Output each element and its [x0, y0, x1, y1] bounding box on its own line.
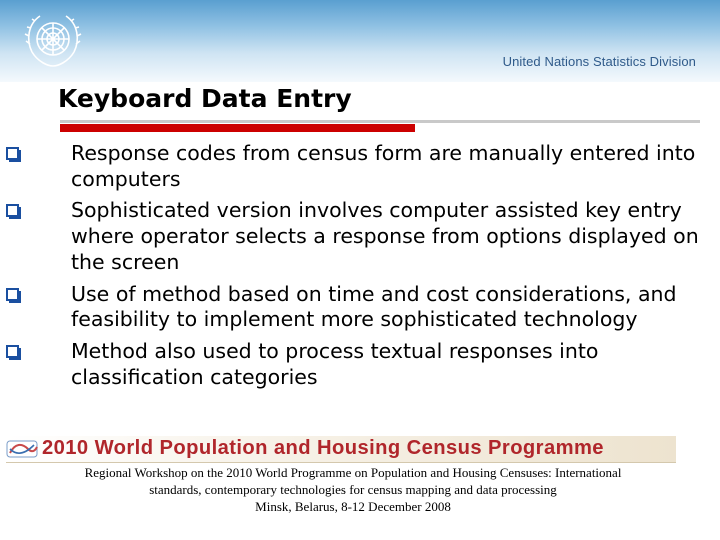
bullet-text: Response codes from census form are manually entered into computers — [71, 141, 696, 191]
banner-title: 2010 World Population and Housing Census Programme — [42, 437, 604, 459]
bullet-text: Use of method based on time and cost considerations, and feasibility to implement more sophisticated technology — [71, 281, 677, 332]
hollow-square-bullet-icon — [6, 345, 19, 358]
bullet-item — [0, 198, 720, 275]
bullet-item — [0, 282, 720, 333]
title-accent-bar — [60, 124, 415, 132]
organization-name: United Nations Statistics Division — [502, 54, 696, 69]
footer-line: Regional Workshop on the 2010 World Programme on Population and Housing Censuses: International — [84, 465, 622, 480]
bullet-text: Method also used to process textual responses into classification categories — [71, 338, 599, 389]
bullet-item — [0, 339, 720, 390]
hollow-square-bullet-icon — [6, 204, 19, 217]
census-logo-icon — [6, 439, 40, 459]
bullet-item — [0, 141, 720, 192]
hollow-square-bullet-icon — [6, 147, 19, 160]
header-band — [0, 0, 720, 82]
hollow-square-bullet-icon — [6, 288, 19, 301]
title-divider — [60, 120, 700, 123]
slide-title: Keyboard Data Entry — [58, 84, 352, 113]
un-emblem-icon — [18, 6, 88, 76]
footer — [20, 464, 686, 515]
footer-line: standards, contemporary technologies for census mapping and data processing — [149, 482, 557, 497]
bullet-list — [0, 141, 720, 396]
bullet-text: Sophisticated version involves computer assisted key entry where operator selects a response from options displayed on the screen — [71, 198, 699, 274]
census-programme-banner — [6, 436, 676, 463]
footer-line: Minsk, Belarus, 8-12 December 2008 — [255, 499, 451, 514]
